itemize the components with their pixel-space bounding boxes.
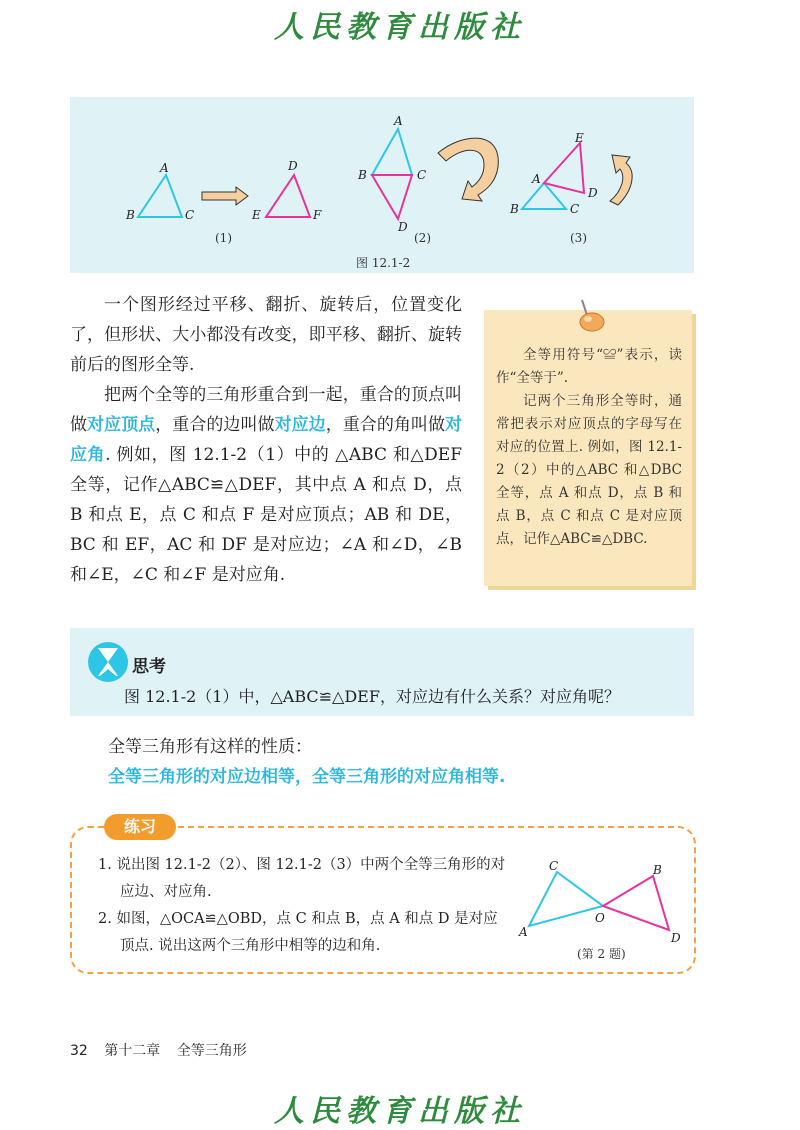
property-statement: 全等三角形的对应边相等，全等三角形的对应角相等.: [108, 767, 506, 787]
sub-label-2: (2): [414, 231, 431, 245]
label-b-3: B: [510, 202, 519, 216]
chapter-title: 全等三角形: [176, 1043, 247, 1059]
publisher-header: 人民教育出版社: [274, 10, 526, 45]
figure-12-1-2: [70, 97, 694, 273]
paragraph-2: [70, 380, 462, 590]
label-d-1: D: [288, 159, 298, 173]
label-d-3: D: [588, 186, 598, 200]
label-b-1: B: [126, 208, 135, 222]
think-title: 思考: [132, 657, 166, 677]
triangle-oca: [529, 872, 603, 926]
exercise-figure: [515, 850, 695, 965]
note-paragraph-1: 全等用符号“≌”表示，读作“全等于”.: [496, 347, 682, 386]
sub-label-1: (1): [215, 231, 232, 245]
paragraph-1: 一个图形经过平移、翻折、旋转后，位置变化了，但形状、大小都没有改变，即平移、翻折、旋转前后的图形全等.: [70, 295, 462, 375]
side-note: [484, 310, 692, 586]
note-body: [496, 344, 682, 551]
label-a-2: A: [394, 114, 403, 128]
ex-label-c: C: [549, 859, 559, 873]
term-corresponding-vertex: 对应顶点: [87, 415, 156, 435]
page-footer: [70, 1040, 259, 1060]
ex-label-a: A: [519, 925, 528, 939]
ex-label-d: D: [671, 931, 681, 945]
term-corresponding-side: 对应边: [274, 415, 326, 435]
figure-12-1-2-drawing: [70, 97, 694, 273]
triangle-obd: [603, 876, 669, 930]
label-f-1: F: [313, 208, 322, 222]
exercise-list: [98, 852, 508, 960]
label-b-2: B: [358, 168, 367, 182]
figure-caption: 图 12.1-2: [356, 256, 411, 270]
label-a-1: A: [160, 161, 169, 175]
label-e-3: E: [575, 131, 584, 145]
triangle-aed-3: [544, 143, 584, 193]
page-number: 32: [70, 1043, 88, 1059]
rotate-arrow-right: [610, 155, 632, 205]
note-paragraph-2: 记两个三角形全等时，通常把表示对应顶点的字母写在对应的位置上. 例如，图 12.1-2（2）中的△ABC 和△DBC 全等，点 A 和点 D，点 B 和点 B，点 C 和点 C 是对应顶点，记作△ABC≌△DBC.: [496, 393, 682, 547]
ex-label-b: B: [653, 863, 662, 877]
label-d-2: D: [398, 220, 408, 234]
para2-text-a: 把两个全等的三角形重合到一起，重合的顶点叫做: [70, 385, 462, 435]
exercise-item-2: 2. 如图，△OCA≌△OBD，点 C 和点 B，点 A 和点 D 是对应顶点. 说出这两个三角形中相等的边和角.: [98, 911, 498, 954]
main-paragraphs: [70, 290, 462, 590]
hourglass-icon: [84, 636, 136, 688]
triangle-abc-2: [372, 129, 412, 175]
para2-text-b: ，重合的边叫做: [155, 415, 275, 435]
property-intro: 全等三角形有这样的性质：: [108, 737, 312, 757]
ex-fig-caption: (第 2 题): [577, 947, 626, 961]
think-box: [70, 628, 694, 716]
label-c-3: C: [570, 202, 580, 216]
pin-icon: [568, 298, 608, 334]
think-question: 图 12.1-2（1）中，△ABC≌△DEF，对应边有什么关系？对应角呢？: [124, 687, 620, 706]
exercise-tag: 练习: [104, 814, 176, 840]
ex-label-o: O: [595, 911, 605, 925]
label-a-3: A: [532, 172, 541, 186]
sub-label-3: (3): [570, 231, 587, 245]
para2-text-d: . 例如，图 12.1-2（1）中的 △ABC 和△DEF 全等，记作△ABC≌△DEF，其中点 A 和点 D，点 B 和点 E，点 C 和点 F 是对应顶点；AB 和 DE，BC 和 EF，AC 和 DF 是对应边；∠A 和∠D，∠B 和∠E，∠C 和∠F 是对应角.: [70, 445, 462, 585]
exercise-item-1: 1. 说出图 12.1-2（2）、图 12.1-2（3）中两个全等三角形的对应边、对应角.: [98, 857, 506, 900]
label-c-2: C: [417, 168, 427, 182]
rotate-arrow-left: [438, 138, 498, 201]
term-corresponding-angle: 对应角: [70, 415, 463, 465]
triangle-dbc-2: [372, 175, 412, 219]
triangle-def-1: [266, 175, 310, 217]
label-c-1: C: [185, 208, 195, 222]
chapter-label: 第十二章: [104, 1043, 161, 1059]
para2-text-c: ，重合的角叫做: [325, 415, 446, 435]
translate-arrow: [202, 187, 248, 205]
triangle-abc-1: [138, 175, 182, 217]
label-e-1: E: [252, 208, 261, 222]
publisher-footer: 人民教育出版社: [274, 1094, 526, 1129]
